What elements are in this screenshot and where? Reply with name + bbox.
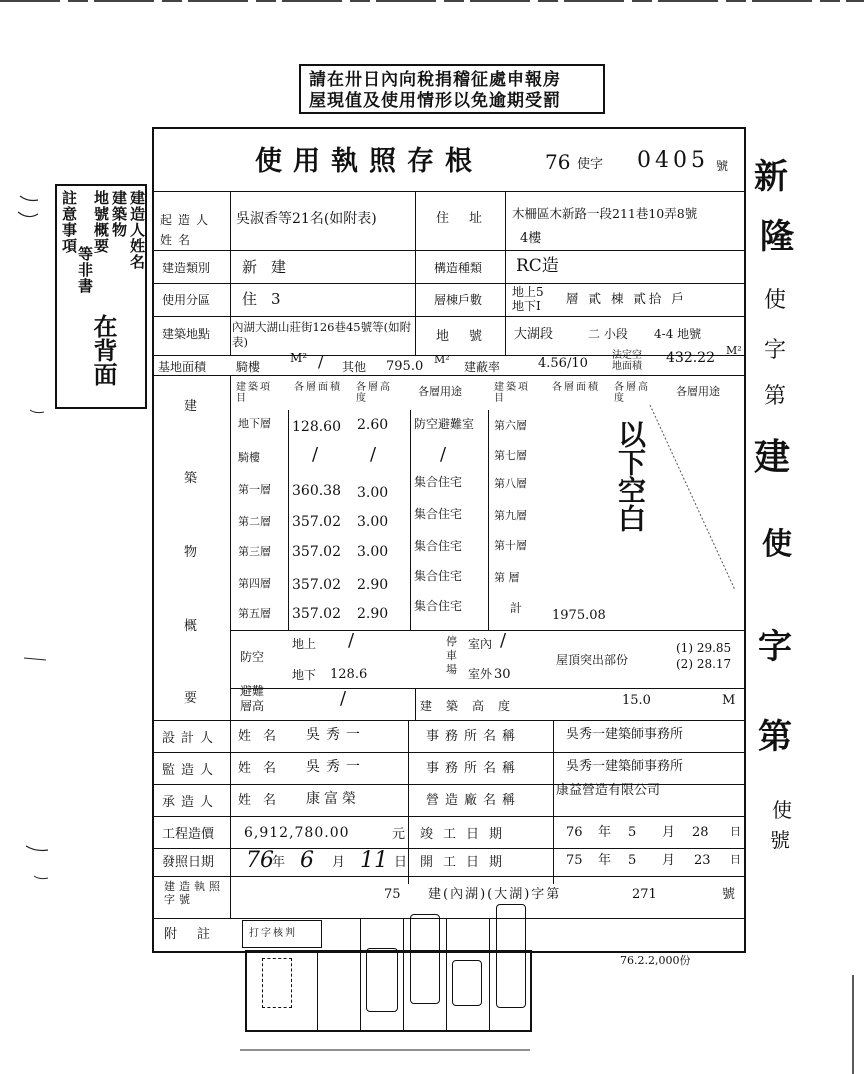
title-number: 0405 [637,148,709,173]
row-area-6: 357.02 [292,606,341,622]
permit-suffix: 號 [722,887,736,902]
label-cost: 工程造價 [162,827,215,842]
row-area-0: 128.60 [292,419,341,435]
builder-floor: 4樓 [520,231,542,246]
title-word: 使字 [577,157,604,172]
completion-y-unit: 年 [598,825,612,840]
contractor-company: 康益營造有限公司 [556,783,661,798]
start-year: 75 [566,853,583,868]
summary-char-3: 物 [184,545,198,560]
margin-char-3: 使 [764,288,787,313]
row-label-4: 第三層 [238,545,271,558]
completion-m-unit: 月 [662,825,676,840]
label-roof: 屋頂突出部份 [556,653,629,667]
start-month: 5 [628,853,637,868]
label-designer-office: 事務所名稱 [426,729,522,744]
row-height-4: 3.00 [357,544,389,560]
right-floor-10: 第十層 [494,539,527,552]
label-site-area: 基地面積 [158,360,207,374]
cost-value: 6,912,780.00 [244,825,350,841]
completion-month: 5 [628,825,637,840]
margin-char-10: 使 [772,798,792,822]
label-coverage: 建蔽率 [464,360,501,374]
margin-char-6: 建 [754,437,791,478]
label-issue: 發照日期 [162,855,215,870]
notice-line-2: 屋現值及使用情形以免逾期受罰 [309,91,561,111]
row-label-3: 第二層 [238,515,271,528]
contractor-name: 康富榮 [306,791,360,807]
label-parking-in: 室內 [468,637,493,651]
label-supervisor-name: 姓名 [238,761,289,776]
margin-char-7: 使 [762,527,792,562]
site-subsection: 二 小段 [588,327,628,341]
col-height: 各層高度 [356,382,392,404]
row-label-5: 第四層 [238,577,271,590]
unit-m2-b: M² [434,353,450,366]
zone-value: 住3 [242,290,295,308]
start-d-unit: 日 [730,853,741,866]
label-supervisor: 監造人 [162,763,220,778]
row-height-3: 3.00 [357,514,389,530]
arcade-value: / [318,352,324,371]
floors-below: 地下I [512,299,541,313]
start-m-unit: 月 [662,853,676,868]
label-designer: 設計人 [162,731,220,746]
title-suffix: 號 [716,159,729,173]
row-label-0: 地下層 [238,417,271,430]
start-day: 23 [694,853,711,868]
issue-y-unit: 年 [272,855,286,870]
row-use-1: / [440,444,447,465]
margin-char-11: 號 [770,828,790,852]
parking-in: / [500,630,507,651]
row-height-0: 2.60 [357,417,389,433]
roof-2: (2) 28.17 [676,657,732,671]
row-label-1: 騎樓 [238,451,260,464]
stamp-label: 打字核判 [249,928,297,939]
title-year: 76 [545,150,571,174]
completion-d-unit: 日 [730,825,741,838]
row-use-0: 防空避難室 [414,417,475,431]
label-supervisor-office: 事務所名稱 [426,761,522,776]
label-floors: 層棟戶數 [434,293,483,307]
site-location: 內湖大湖山莊街126巷45號等(如附表) [232,320,412,349]
summary-char-2: 築 [184,471,198,486]
label-other: 其他 [342,360,367,374]
col-area-r: 各層面積 [552,382,600,393]
margin-char-9: 第 [758,717,792,757]
blank-note: 以下空白 [614,420,647,532]
site-lot: 4-4 地號 [654,327,702,341]
side-note-col-4: 建築物 [110,190,128,238]
permit-text: 建(內湖)(大湖)字第 [428,887,562,902]
row-height-2: 3.00 [357,485,389,501]
unit-m2-c: M² [726,344,742,357]
label-completion: 竣工日期 [420,827,513,842]
row-use-3: 集合住宅 [414,507,463,521]
label-builder: 起造人姓名 [160,213,215,247]
floors-above: 地上5 [512,285,544,299]
label-build-type: 建造類別 [162,261,211,275]
form-title: 使用執照存根 [255,146,483,177]
storey-h: / [340,688,347,709]
label-parking-out: 室外 [468,667,493,681]
other-area: 795.0 [386,359,424,374]
margin-char-5: 第 [764,384,787,409]
supervisor-office: 吳秀一建築師事務所 [566,759,684,774]
right-floor-6: 第六層 [494,419,527,432]
start-y-unit: 年 [598,853,612,868]
row-area-2: 360.38 [292,483,341,499]
designer-office: 吳秀一建築師事務所 [566,727,684,742]
row-area-3: 357.02 [292,514,341,530]
label-note: 附註 [164,927,231,942]
structure-type: RC造 [516,256,559,276]
issue-year: 76 [246,848,274,873]
label-site: 建築地點 [162,327,211,341]
col-part: 建築項目 [236,382,272,404]
coverage-value: 4.56/10 [538,356,588,371]
row-area-1: / [312,444,319,465]
side-note-col-5: 建造人姓名 [128,190,146,270]
margin-char-8: 字 [758,627,792,667]
label-zone: 使用分區 [162,293,211,307]
total-area: 1975.08 [552,608,606,623]
floors-count: 層 貳 棟 貳拾 戶 [566,291,687,306]
label-arcade: 騎樓 [236,360,261,374]
right-floor-8: 第八層 [494,477,527,490]
label-permit-no: 建造執照字號 [164,880,224,906]
issue-d-unit: 日 [394,855,408,870]
permit-num: 271 [632,887,657,902]
row-use-5: 集合住宅 [414,569,463,583]
shelter-below: 128.6 [330,667,368,682]
notice-line-1: 請在卅日內向稅捐稽征處申報房 [309,70,561,90]
label-total: 計 [510,601,523,615]
build-type: 新建 [242,258,301,276]
row-height-5: 2.90 [357,577,389,593]
bldg-h: 15.0 [622,693,651,708]
summary-char-5: 要 [184,691,198,706]
row-label-2: 第一層 [238,483,271,496]
label-designer-name: 姓名 [238,729,289,744]
cost-yuan: 元 [392,827,406,842]
supervisor-name: 吳秀一 [306,759,366,775]
margin-char-1: 新 [754,157,788,197]
label-shelter-below: 地下 [292,668,317,682]
right-floor-7: 第七層 [494,449,527,462]
row-area-5: 357.02 [292,577,341,593]
label-shelter: 防空避難 [240,650,265,698]
legal-open-area: 432.22 [666,350,715,366]
label-bldg-h: 建築高度 [420,699,525,713]
label-shelter-above: 地上 [292,637,317,651]
row-area-4: 357.02 [292,544,341,560]
shelter-above: / [348,630,355,651]
summary-char-1: 建 [184,399,198,414]
completion-day: 28 [692,825,709,840]
row-height-6: 2.90 [357,606,389,622]
designer-name: 吳秀一 [306,727,366,743]
margin-char-2: 隆 [760,217,794,257]
builder-name: 吳淑香等21名(如附表) [236,211,377,227]
side-note-col-2: 等非書 [76,246,94,294]
right-floor-blank: 第 層 [494,571,520,584]
label-contractor-name: 姓名 [238,793,289,808]
side-note-col-3: 地號概要 [92,190,110,254]
roof-1: (1) 29.85 [676,641,732,655]
permit-year: 75 [384,887,401,902]
margin-char-4: 字 [764,338,787,363]
completion-year: 76 [566,825,583,840]
label-contractor: 承造人 [162,795,220,810]
col-use-r: 各層用途 [676,385,720,398]
row-height-1: / [370,444,377,465]
unit-m2-a: M² [290,351,308,365]
col-part-r: 建築項目 [494,382,530,404]
col-use: 各層用途 [418,385,462,398]
right-floor-9: 第九層 [494,509,527,522]
summary-char-4: 概 [184,619,198,634]
label-structure: 構造種類 [434,261,483,275]
side-note-handwriting: 在背面 [89,314,118,386]
side-note-col-1: 註意事項 [60,190,78,254]
col-height-r: 各層高度 [614,382,650,404]
label-address: 住址 [436,211,503,226]
label-lot: 地號 [436,329,503,344]
label-legal-area: 法定空地面積 [612,350,642,372]
site-section: 大湖段 [514,327,554,342]
row-use-4: 集合住宅 [414,539,463,553]
issue-m-unit: 月 [332,855,346,870]
issue-day: 11 [360,848,388,873]
row-use-2: 集合住宅 [414,475,463,489]
parking-out: 30 [494,667,511,682]
label-contractor-company: 營造廠名稱 [426,793,522,808]
print-note: 76.2.2,000份 [620,954,691,967]
label-start: 開工日期 [420,855,513,870]
issue-month: 6 [300,848,314,873]
label-parking: 停車場 [446,635,457,676]
row-label-6: 第五層 [238,607,271,620]
builder-address: 木柵區木新路一段211巷10弄8號 [512,206,698,221]
label-storey-h: 層高 [240,699,265,713]
row-use-6: 集合住宅 [414,599,463,613]
unit-m-h: M [722,693,736,708]
col-area: 各層面積 [294,382,342,393]
